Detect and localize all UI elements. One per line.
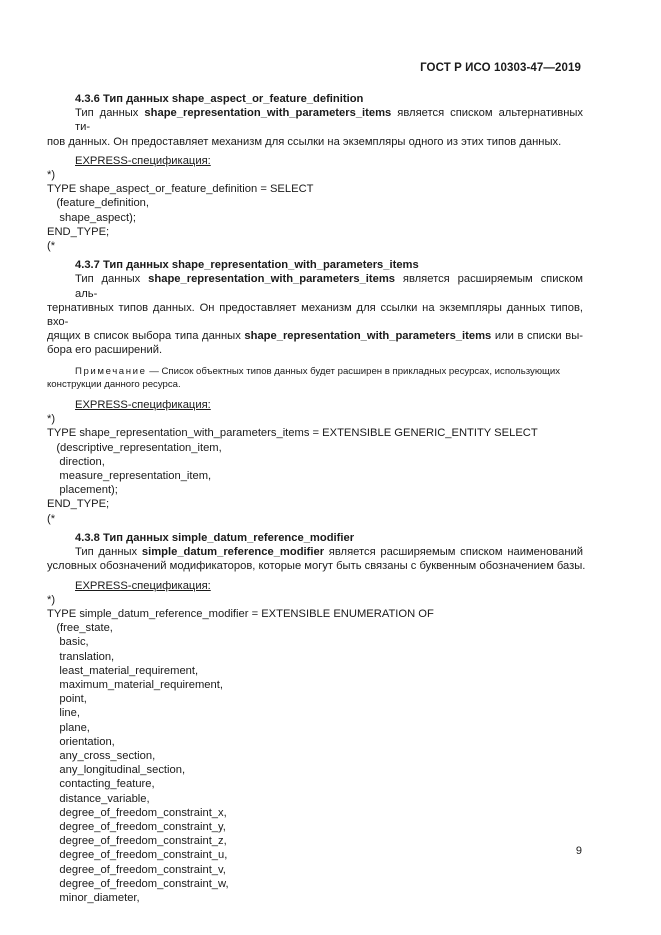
note-line: Примечание — Список объектных типов данных будет расширен в прикладных ресурсах, использующих (75, 365, 561, 377)
section-4-3-7 (47, 258, 583, 526)
code-line: degree_of_freedom_constraint_v, (47, 863, 226, 876)
code-line: degree_of_freedom_constraint_z, (47, 835, 227, 848)
code-line: *) (47, 593, 56, 606)
code-line: direction, (47, 455, 105, 468)
code-block (47, 593, 583, 905)
code-line: *) (47, 413, 56, 426)
code-line: any_cross_section, (47, 749, 156, 762)
code-line: distance_variable, (47, 792, 150, 805)
paragraph-line: Тип данных simple_datum_reference_modifier является расширяемым списком наименований (75, 546, 584, 559)
code-line: (* (47, 512, 56, 525)
code-line: TYPE shape_representation_with_parameters_items = EXTENSIBLE GENERIC_ENTITY SELECT (47, 427, 538, 440)
paragraph-line: тернативных типов данных. Он предоставляет механизм для ссылки на экземпляры данных типов, вхо- (47, 301, 583, 329)
code-line: orientation, (47, 735, 115, 748)
code-line: basic, (47, 636, 89, 649)
section-heading: 4.3.8 Тип данных simple_datum_reference_modifier (75, 531, 355, 544)
page-number: 9 (575, 845, 582, 857)
code-line: any_longitudinal_section, (47, 764, 186, 777)
code-line: END_TYPE; (47, 225, 110, 238)
section-heading: 4.3.7 Тип данных shape_representation_with_parameters_items (75, 259, 419, 272)
code-line: (feature_definition, (47, 197, 149, 210)
code-line: degree_of_freedom_constraint_x, (47, 806, 227, 819)
code-line: contacting_feature, (47, 778, 155, 791)
paragraph-line: Тип данных shape_representation_with_parameters_items является списком альтернативных ти- (75, 107, 584, 134)
document-body (47, 92, 586, 905)
code-line: minor_diameter, (47, 891, 140, 904)
section-4-3-8 (47, 531, 586, 905)
code-line: least_material_requirement, (47, 664, 199, 677)
code-line: placement); (47, 484, 118, 497)
code-block (47, 168, 583, 253)
paragraph-line: Тип данных shape_representation_with_parameters_items является расширяемым списком аль- (75, 273, 584, 300)
paragraph-line: пов данных. Он предоставляет механизм для ссылки на экземпляры одного из этих типов данных. (47, 135, 562, 148)
code-line: line, (47, 707, 80, 720)
code-line: degree_of_freedom_constraint_y, (47, 820, 226, 833)
express-spec-label: EXPRESS-спецификация: (75, 579, 211, 592)
code-line: measure_representation_item, (47, 470, 212, 483)
paragraph-line: условных обозначений модификаторов, которые могут быть связаны с буквенным обозначением базы. (47, 560, 586, 573)
code-line: *) (47, 169, 56, 182)
code-line: degree_of_freedom_constraint_u, (47, 849, 228, 862)
note-line: конструкции данного ресурса. (47, 378, 181, 390)
code-line: translation, (47, 650, 115, 663)
express-spec-label: EXPRESS-спецификация: (75, 154, 211, 167)
section-4-3-6 (47, 92, 583, 253)
paragraph-line: бора его расширений. (47, 344, 163, 357)
code-line: TYPE simple_datum_reference_modifier = EXTENSIBLE ENUMERATION OF (47, 607, 434, 620)
code-line: (free_state, (47, 622, 113, 635)
code-line: (* (47, 240, 56, 253)
code-block (47, 412, 583, 526)
note-label: Примечание (75, 365, 147, 377)
section-heading: 4.3.6 Тип данных shape_aspect_or_feature_definition (75, 93, 364, 105)
code-line: END_TYPE; (47, 498, 110, 511)
code-line: plane, (47, 721, 90, 734)
code-line: point, (47, 693, 87, 706)
page-header: ГОСТ Р ИСО 10303-47—2019 (420, 62, 581, 74)
code-line: degree_of_freedom_constraint_w, (47, 877, 229, 890)
code-line: TYPE shape_aspect_or_feature_definition = SELECT (47, 183, 314, 196)
code-line: (descriptive_representation_item, (47, 441, 222, 454)
express-spec-label: EXPRESS-спецификация: (75, 399, 211, 412)
note (47, 365, 583, 391)
code-line: maximum_material_requirement, (47, 678, 223, 691)
code-line: shape_aspect); (47, 211, 136, 224)
paragraph-line: дящих в список выбора типа данных shape_representation_with_parameters_items или в списки вы- (47, 330, 583, 343)
